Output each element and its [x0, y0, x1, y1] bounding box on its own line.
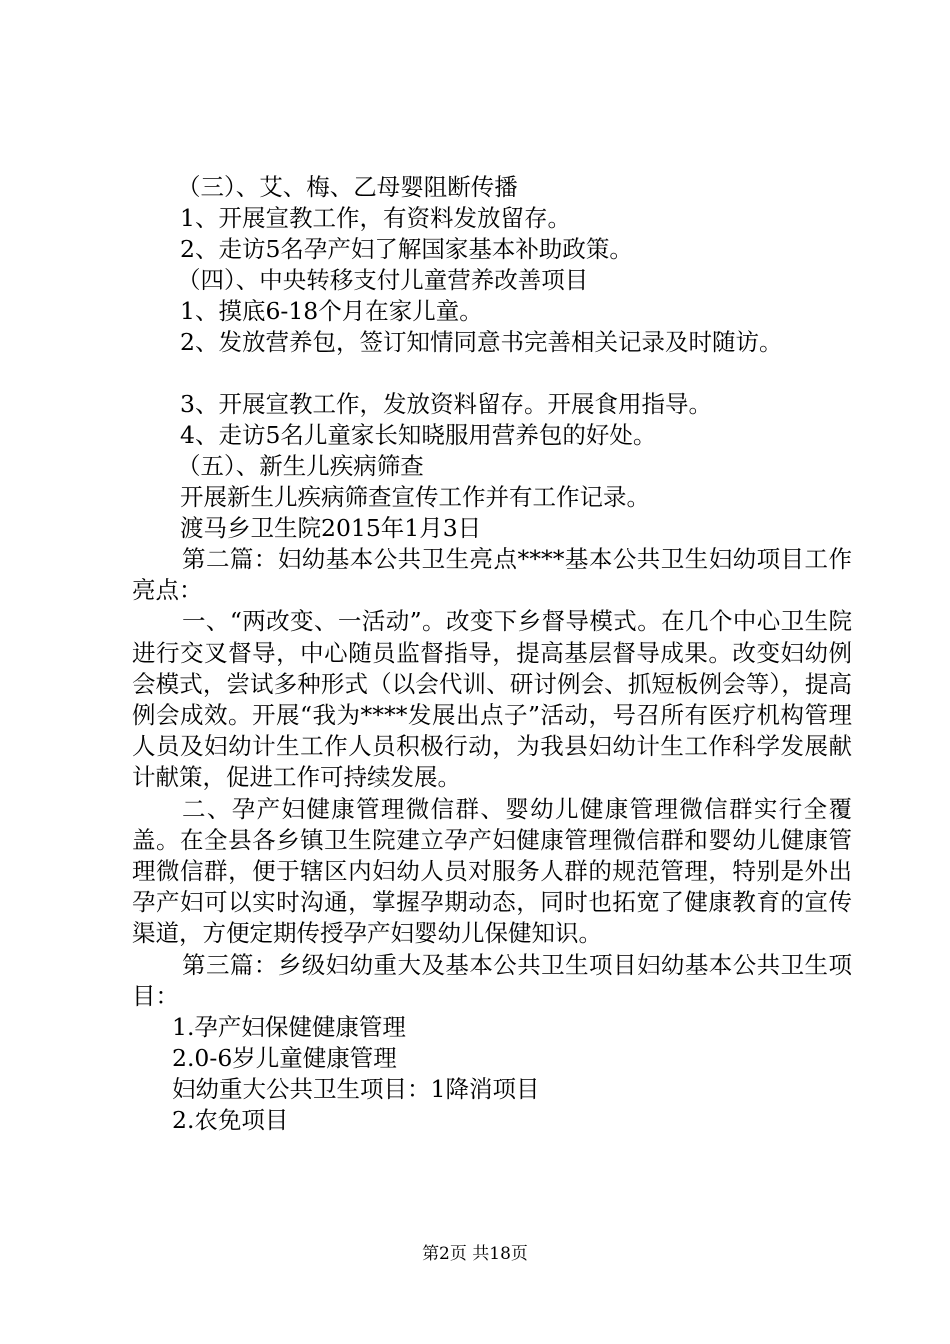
list-item: 2.农免项目	[172, 1106, 289, 1135]
list-item: 1.孕产妇保健健康管理	[172, 1013, 406, 1042]
page-footer: 第2页 共18页	[422, 1244, 528, 1264]
signature-date-line: 渡马乡卫生院2015年1月3日	[180, 514, 482, 542]
chapter-three-title: 第三篇：乡级妇幼重大及基本公共卫生项目妇幼基本公共卫生项目：	[132, 950, 852, 1010]
section-heading-3: （三）、艾、梅、乙母婴阻断传播	[177, 173, 518, 201]
section-heading-5: （五）、新生儿疾病筛查	[177, 452, 424, 480]
paragraph-highlight-1: 一、“两改变、一活动”。改变下乡督导模式。在几个中心卫生院进行交叉督导，中心随员监督指导，提高基层督导成果。改变妇幼例会模式，尝试多种形式（以会代训、研讨例会、抓短板例会等），提高例会成效。开展“我为****发展出点子”活动，号召所有医疗机构管理人员及妇幼计生工作人员积极行动，为我县妇幼计生工作科学发展献计献策，促进工作可持续发展。	[132, 607, 852, 792]
list-item: 1、摸底6-18个月在家儿童。	[180, 297, 483, 325]
list-item: 2.0-6岁儿童健康管理	[172, 1044, 397, 1073]
list-item: 4、走访5名儿童家长知晓服用营养包的好处。	[180, 421, 657, 449]
list-item: 2、发放营养包，签订知情同意书完善相关记录及时随访。	[180, 328, 783, 356]
blank-line	[132, 358, 852, 389]
body-line: 开展新生儿疾病筛查宣传工作并有工作记录。	[180, 483, 650, 511]
document-body	[132, 172, 852, 1136]
list-item: 1、开展宣教工作，有资料发放留存。	[180, 204, 571, 232]
section-heading-4: （四）、中央转移支付儿童营养改善项目	[177, 266, 589, 294]
body-line: 妇幼重大公共卫生项目：1降消项目	[172, 1075, 540, 1104]
list-item: 2、走访5名孕产妇了解国家基本补助政策。	[180, 235, 633, 263]
chapter-two-title: 第二篇：妇幼基本公共卫生亮点****基本公共卫生妇幼项目工作亮点：	[132, 545, 852, 605]
paragraph-highlight-2: 二、孕产妇健康管理微信群、婴幼儿健康管理微信群实行全覆盖。在全县各乡镇卫生院建立孕产妇健康管理微信群和婴幼儿健康管理微信群，便于辖区内妇幼人员对服务人群的规范管理，特别是外出孕产妇可以实时沟通，掌握孕期动态，同时也拓宽了健康教育的宣传渠道，方便定期传授孕产妇婴幼儿保健知识。	[132, 794, 852, 948]
list-item: 3、开展宣教工作，发放资料留存。开展食用指导。	[180, 390, 712, 418]
